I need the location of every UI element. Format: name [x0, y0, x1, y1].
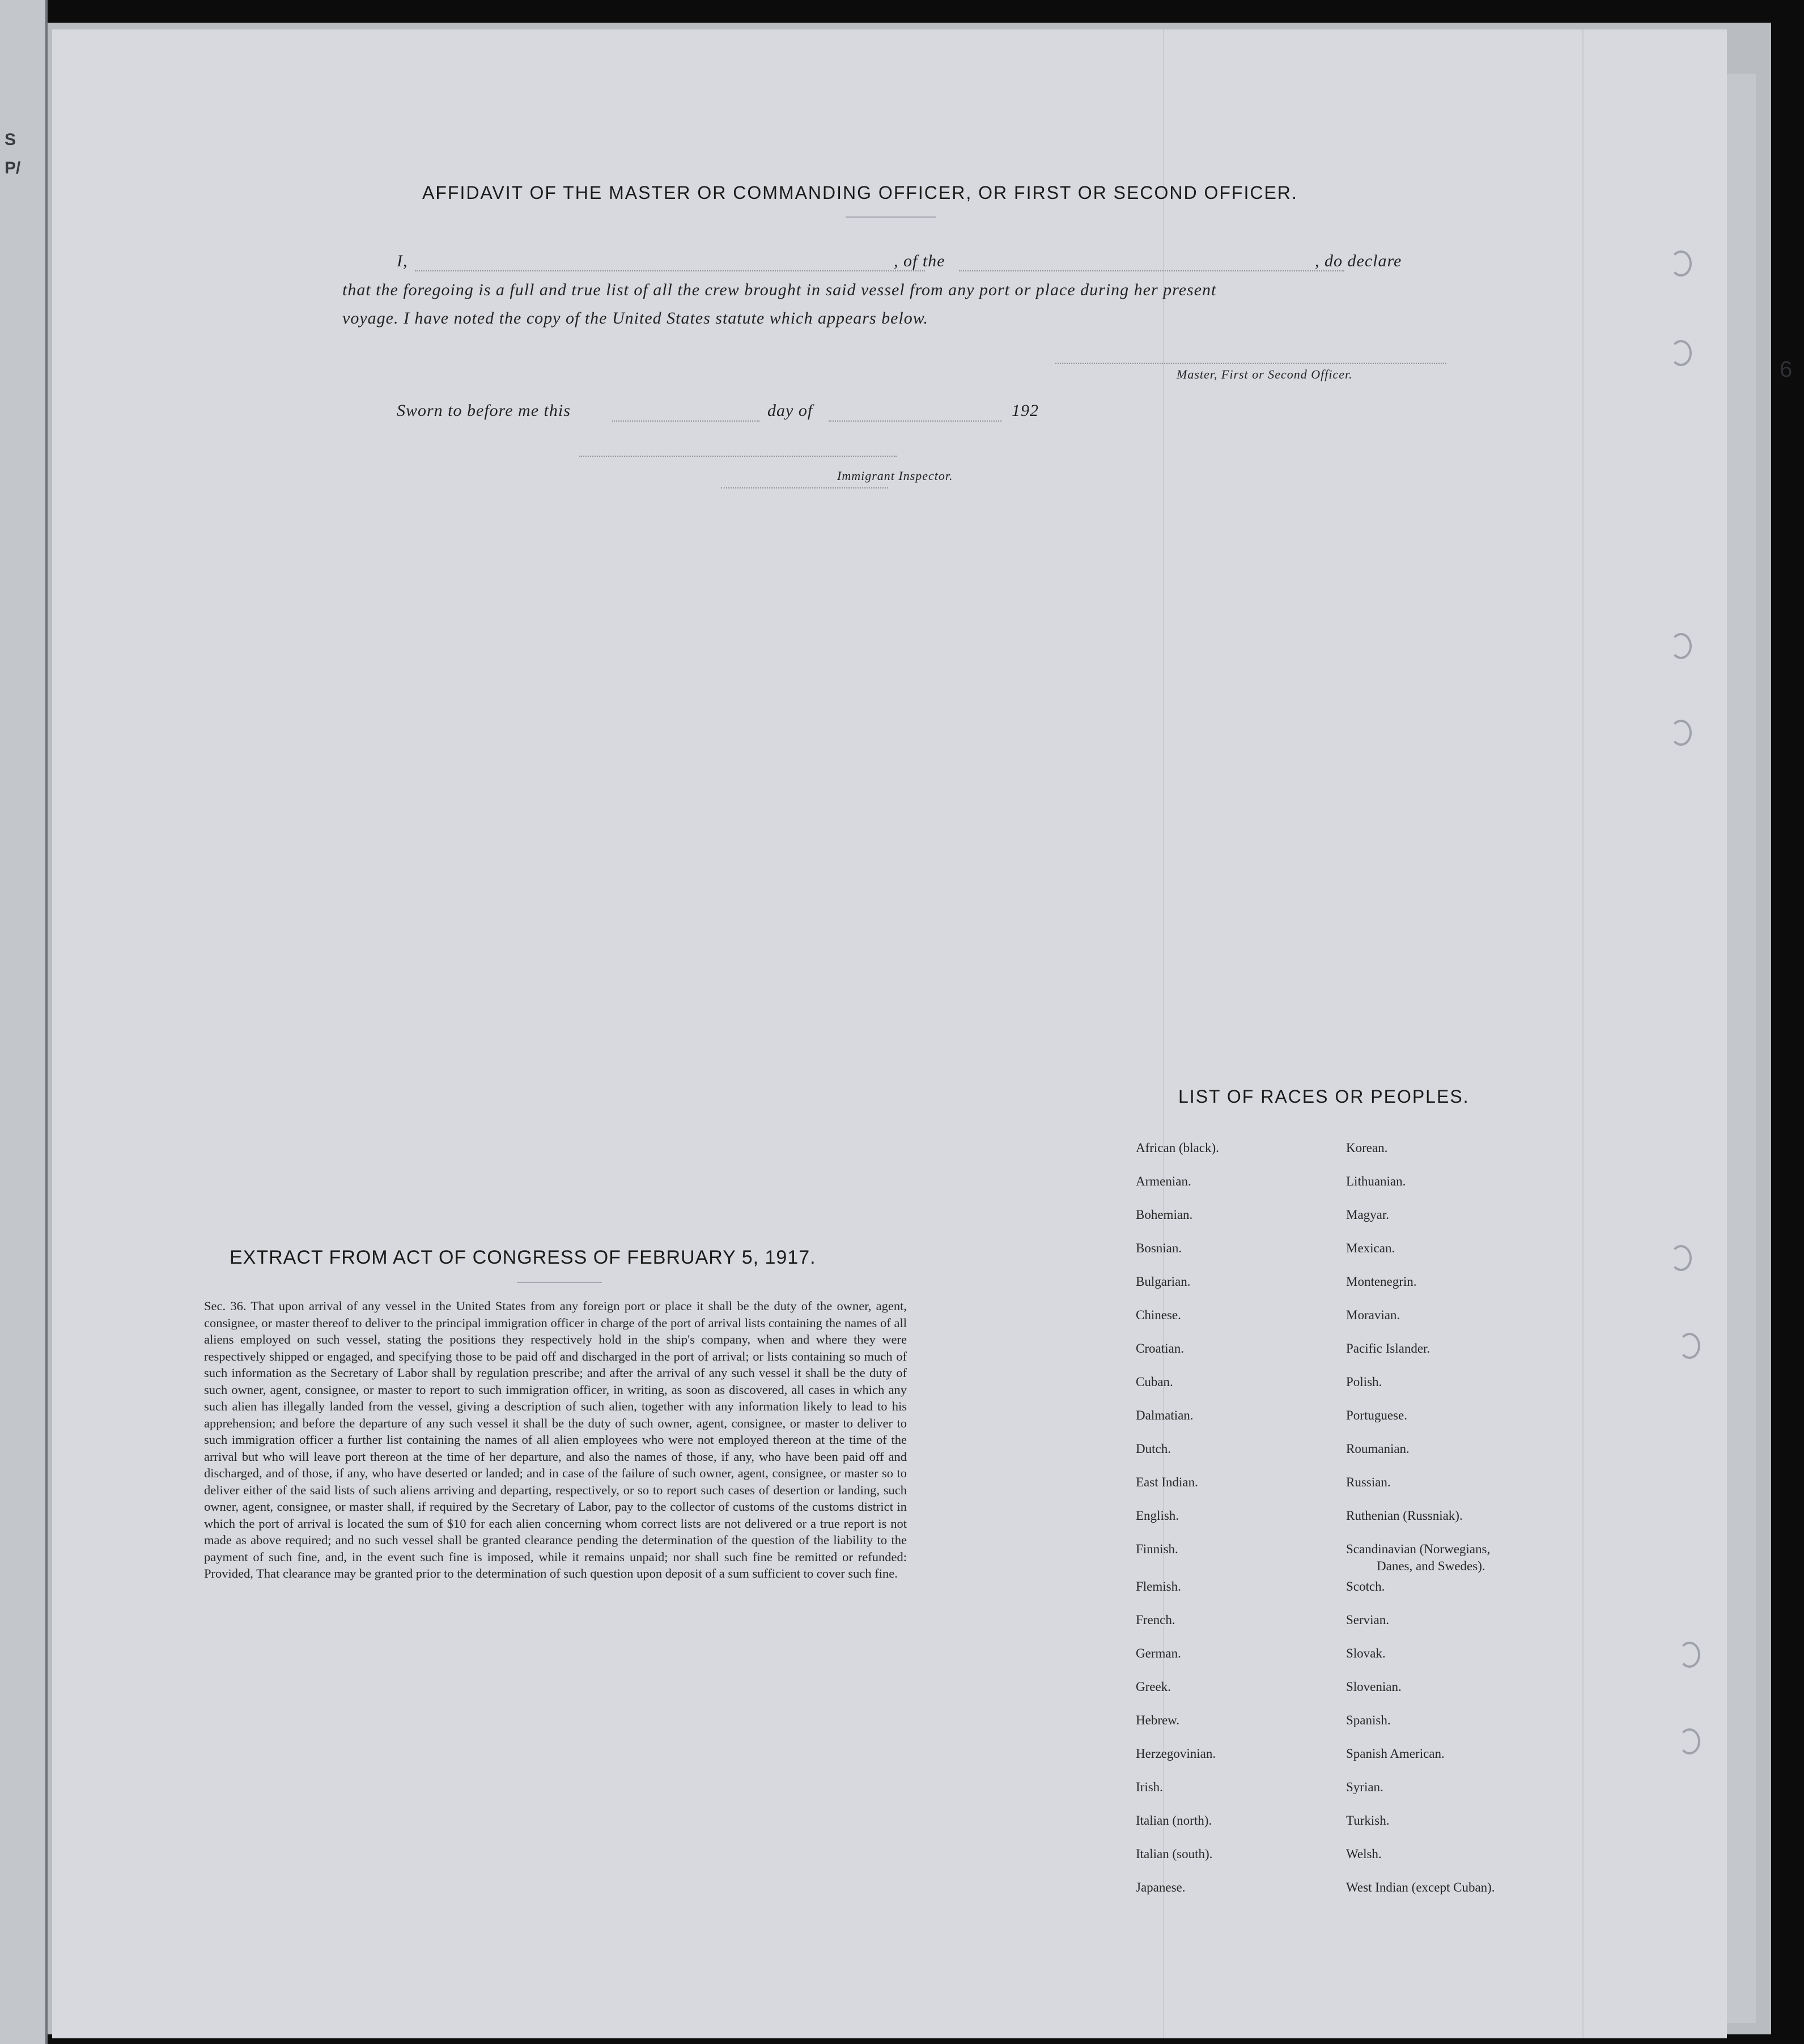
race-left-item: Croatian.: [1136, 1341, 1184, 1355]
race-right-item: Moravian.: [1346, 1308, 1400, 1322]
race-left-item: Chinese.: [1136, 1308, 1181, 1322]
affidavit-line-3: voyage. I have noted the copy of the United States statute which appears below.: [342, 309, 929, 328]
i-label: I,: [397, 252, 408, 270]
race-left-item: Bulgarian.: [1136, 1274, 1191, 1289]
race-left-item: Japanese.: [1136, 1880, 1186, 1894]
race-right-item: Turkish.: [1346, 1813, 1390, 1828]
strip-mark: P/: [5, 159, 21, 177]
race-left-item: East Indian.: [1136, 1475, 1198, 1489]
binder-hole: [1670, 250, 1692, 277]
column-guide: [1163, 29, 1164, 2038]
binder-hole: [1679, 1642, 1700, 1668]
inspector-name-blank[interactable]: [721, 487, 888, 488]
race-left-item: German.: [1136, 1646, 1181, 1660]
race-left-item: English.: [1136, 1508, 1179, 1523]
binder-hole: [1670, 720, 1692, 746]
left-page-strip: [0, 0, 48, 2044]
race-right-item: West Indian (except Cuban).: [1346, 1880, 1495, 1894]
race-left-item: Italian (north).: [1136, 1813, 1212, 1828]
race-left-item: Dutch.: [1136, 1442, 1171, 1456]
race-right-item: Ruthenian (Russniak).: [1346, 1508, 1463, 1523]
month-blank[interactable]: [829, 420, 1001, 422]
race-right-item: Slovak.: [1346, 1646, 1386, 1660]
master-signature-label: Master, First or Second Officer.: [1177, 367, 1353, 381]
inspector-signature-line[interactable]: [579, 456, 897, 457]
race-right-item: Montenegrin.: [1346, 1274, 1417, 1289]
inspector-label: Immigrant Inspector.: [837, 469, 953, 483]
races-title: LIST OF RACES OR PEOPLES.: [1178, 1086, 1470, 1107]
race-left-item: Hebrew.: [1136, 1713, 1180, 1727]
race-right-item: Slovenian.: [1346, 1680, 1402, 1694]
race-left-item: French.: [1136, 1613, 1175, 1627]
race-left-item: Italian (south).: [1136, 1847, 1213, 1861]
race-left-item: Cuban.: [1136, 1375, 1173, 1389]
race-right-item: Servian.: [1346, 1613, 1390, 1627]
of-the-label: , of the: [894, 252, 945, 270]
race-left-item: Bosnian.: [1136, 1241, 1182, 1255]
race-left-item: Flemish.: [1136, 1579, 1181, 1593]
race-left-item: Herzegovinian.: [1136, 1746, 1216, 1761]
title-underline: [846, 216, 936, 218]
race-right-item: Portuguese.: [1346, 1408, 1407, 1422]
binder-hole: [1679, 1333, 1700, 1359]
race-right-item: Roumanian.: [1346, 1442, 1410, 1456]
race-right-item: Spanish.: [1346, 1713, 1391, 1727]
extract-body: Sec. 36. That upon arrival of any vessel in the United States from any foreign port or place it shall be the duty of the owner, agent, consignee, or master thereof to deliver to the principal immigration officer in charge of the port of arrival lists containing the names of all aliens employed on such vessel, stating the positions they respectively hold in the ship's company, when and where they were respectively shipped or engaged, and specifying those to be paid off and discharged in the port of arrival; or lists containing so much of such information as the Secretary of Labor shall by regulation prescribe; and after the arrival of any such vessel it shall be the duty of such owner, agent, consignee, or master to report to such immigration officer, in writing, as soon as discovered, all cases in which any such alien has illegally landed from the vessel, giving a description of such alien, together with any information likely to lead to his apprehension; and before the departure of any such vessel it shall be the duty of such owner, agent, consignee, or master to deliver to such immigration officer a further list containing the names of all alien employees who were not employed thereon at the time of the arrival but who will leave port thereon at the time of her departure, and also the names of those, if any, who have been paid off and discharged, and of those, if any, who have deserted or landed; and in case of the failure of such owner, agent, consignee, or master so to deliver either of the said lists of such aliens arriving and departing, respectively, or so to report such cases of desertion or landing, such owner, agent, consignee, or master shall, if required by the Secretary of Labor, pay to the collector of customs of the customs district in which the port of arrival is located the sum of $10 for each alien concerning whom correct lists are not delivered or a true report is not made as above required; and no such vessel shall be granted clearance pending the determination of the question of the liability to the payment of such fine, and, in the event such fine is imposed, while it remains unpaid; nor shall such fine be remitted or refunded: Provided, That clearance may be granted prior to the determination of such question upon deposit of a sum sufficient to cover such fine.: [204, 1299, 907, 1580]
column-guide: [1582, 29, 1584, 2038]
race-right-item: Scandinavian (Norwegians,: [1346, 1542, 1491, 1556]
right-page-edge: [1723, 74, 1756, 2023]
affidavit-title: AFFIDAVIT OF THE MASTER OR COMMANDING OFFICER, OR FIRST OR SECOND OFFICER.: [422, 182, 1298, 203]
race-right-item: Spanish American.: [1346, 1746, 1445, 1761]
binder-hole: [1670, 633, 1692, 659]
race-left-item: Armenian.: [1136, 1174, 1191, 1188]
edge-letter: 6: [1780, 357, 1793, 382]
day-of-label: day of: [767, 401, 813, 420]
race-right-item: Polish.: [1346, 1375, 1382, 1389]
race-left-item: Irish.: [1136, 1780, 1163, 1794]
name-blank[interactable]: [415, 270, 925, 271]
do-declare-label: , do declare: [1315, 252, 1402, 270]
extract-title: EXTRACT FROM ACT OF CONGRESS OF FEBRUARY 5, 1917.: [230, 1247, 816, 1268]
race-right-item: Korean.: [1346, 1141, 1388, 1155]
extract-title-underline: [517, 1282, 602, 1283]
race-right-item: Syrian.: [1346, 1780, 1383, 1794]
race-right-item: Welsh.: [1346, 1847, 1382, 1861]
master-signature-blank[interactable]: [1055, 363, 1446, 364]
binder-hole: [1670, 340, 1692, 366]
race-right-item-continued: Danes, and Swedes).: [1377, 1559, 1485, 1573]
day-blank[interactable]: [612, 420, 759, 422]
binder-hole: [1679, 1728, 1700, 1754]
affidavit-line-2: that the foregoing is a full and true list of all the crew brought in said vessel from any port or place during her present: [342, 281, 1217, 299]
sworn-label: Sworn to before me this: [397, 401, 571, 420]
race-right-item: Russian.: [1346, 1475, 1391, 1489]
vessel-blank[interactable]: [959, 270, 1344, 271]
race-right-item: Mexican.: [1346, 1241, 1395, 1255]
race-right-item: Magyar.: [1346, 1208, 1390, 1222]
race-right-item: Scotch.: [1346, 1579, 1385, 1593]
race-right-item: Pacific Islander.: [1346, 1341, 1431, 1355]
document-page: [52, 29, 1727, 2038]
race-left-item: Bohemian.: [1136, 1208, 1193, 1222]
race-left-item: Greek.: [1136, 1680, 1171, 1694]
race-left-item: Finnish.: [1136, 1542, 1178, 1556]
year-label: 192: [1012, 401, 1039, 420]
race-right-item: Lithuanian.: [1346, 1174, 1406, 1188]
strip-mark: S: [5, 130, 16, 149]
race-left-item: African (black).: [1136, 1141, 1219, 1155]
binder-hole: [1670, 1245, 1692, 1271]
race-left-item: Dalmatian.: [1136, 1408, 1194, 1422]
